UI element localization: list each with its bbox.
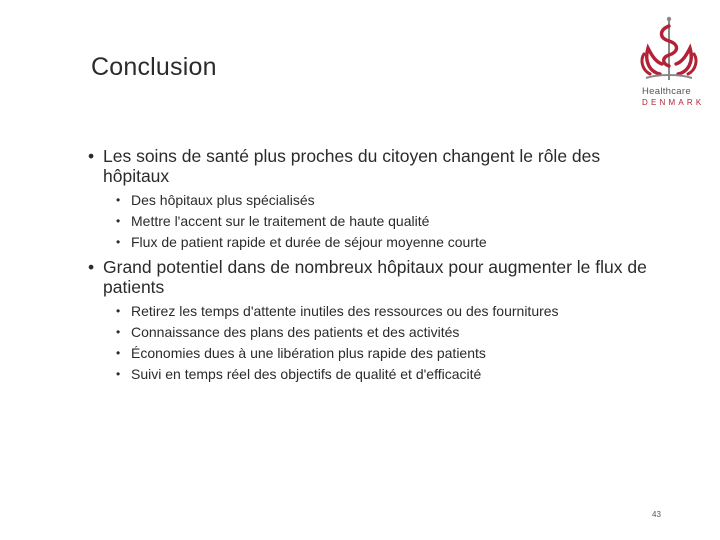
sub-bullet-text: Flux de patient rapide et durée de séjour moyenne courte: [131, 234, 487, 250]
bullet-icon: •: [88, 146, 95, 166]
bullet-icon: •: [88, 257, 95, 277]
sub-bullet-text: Retirez les temps d'attente inutiles des ressources ou des fournitures: [131, 303, 559, 319]
sub-bullet-text: Suivi en temps réel des objectifs de qualité et d'efficacité: [131, 366, 482, 382]
sub-bullet-list: [88, 303, 668, 383]
sub-bullet-text: Connaissance des plans des patients et des activités: [131, 324, 460, 340]
sub-bullet-item: [88, 213, 668, 230]
sub-bullet-text: Économies dues à une libération plus rapide des patients: [131, 345, 486, 361]
sub-bullet-icon: •: [116, 214, 121, 228]
sub-bullet-text: Mettre l'accent sur le traitement de haute qualité: [131, 213, 430, 229]
logo-text-healthcare: Healthcare: [642, 86, 691, 97]
sub-bullet-item: [88, 324, 668, 341]
sub-bullet-item: [88, 192, 668, 209]
page-number: 43: [652, 510, 661, 519]
sub-bullet-item: [88, 234, 668, 251]
sub-bullet-icon: •: [116, 235, 121, 249]
bullet-text: Grand potentiel dans de nombreux hôpitaux pour augmenter le flux de patients: [103, 257, 647, 297]
sub-bullet-icon: •: [116, 367, 121, 381]
bullet-list: [88, 146, 668, 389]
sub-bullet-icon: •: [116, 304, 121, 318]
sub-bullet-list: [88, 192, 668, 251]
sub-bullet-item: [88, 345, 668, 362]
sub-bullet-text: Des hôpitaux plus spécialisés: [131, 192, 315, 208]
sub-bullet-item: [88, 303, 668, 320]
bullet-item: [88, 146, 668, 251]
bullet-item: [88, 257, 668, 383]
slide-title: Conclusion: [91, 53, 217, 81]
bullet-text: Les soins de santé plus proches du citoyen changent le rôle des hôpitaux: [103, 146, 601, 186]
sub-bullet-icon: •: [116, 346, 121, 360]
sub-bullet-icon: •: [116, 325, 121, 339]
logo-text-denmark: DENMARK: [642, 98, 705, 107]
sub-bullet-item: [88, 366, 668, 383]
sub-bullet-icon: •: [116, 193, 121, 207]
